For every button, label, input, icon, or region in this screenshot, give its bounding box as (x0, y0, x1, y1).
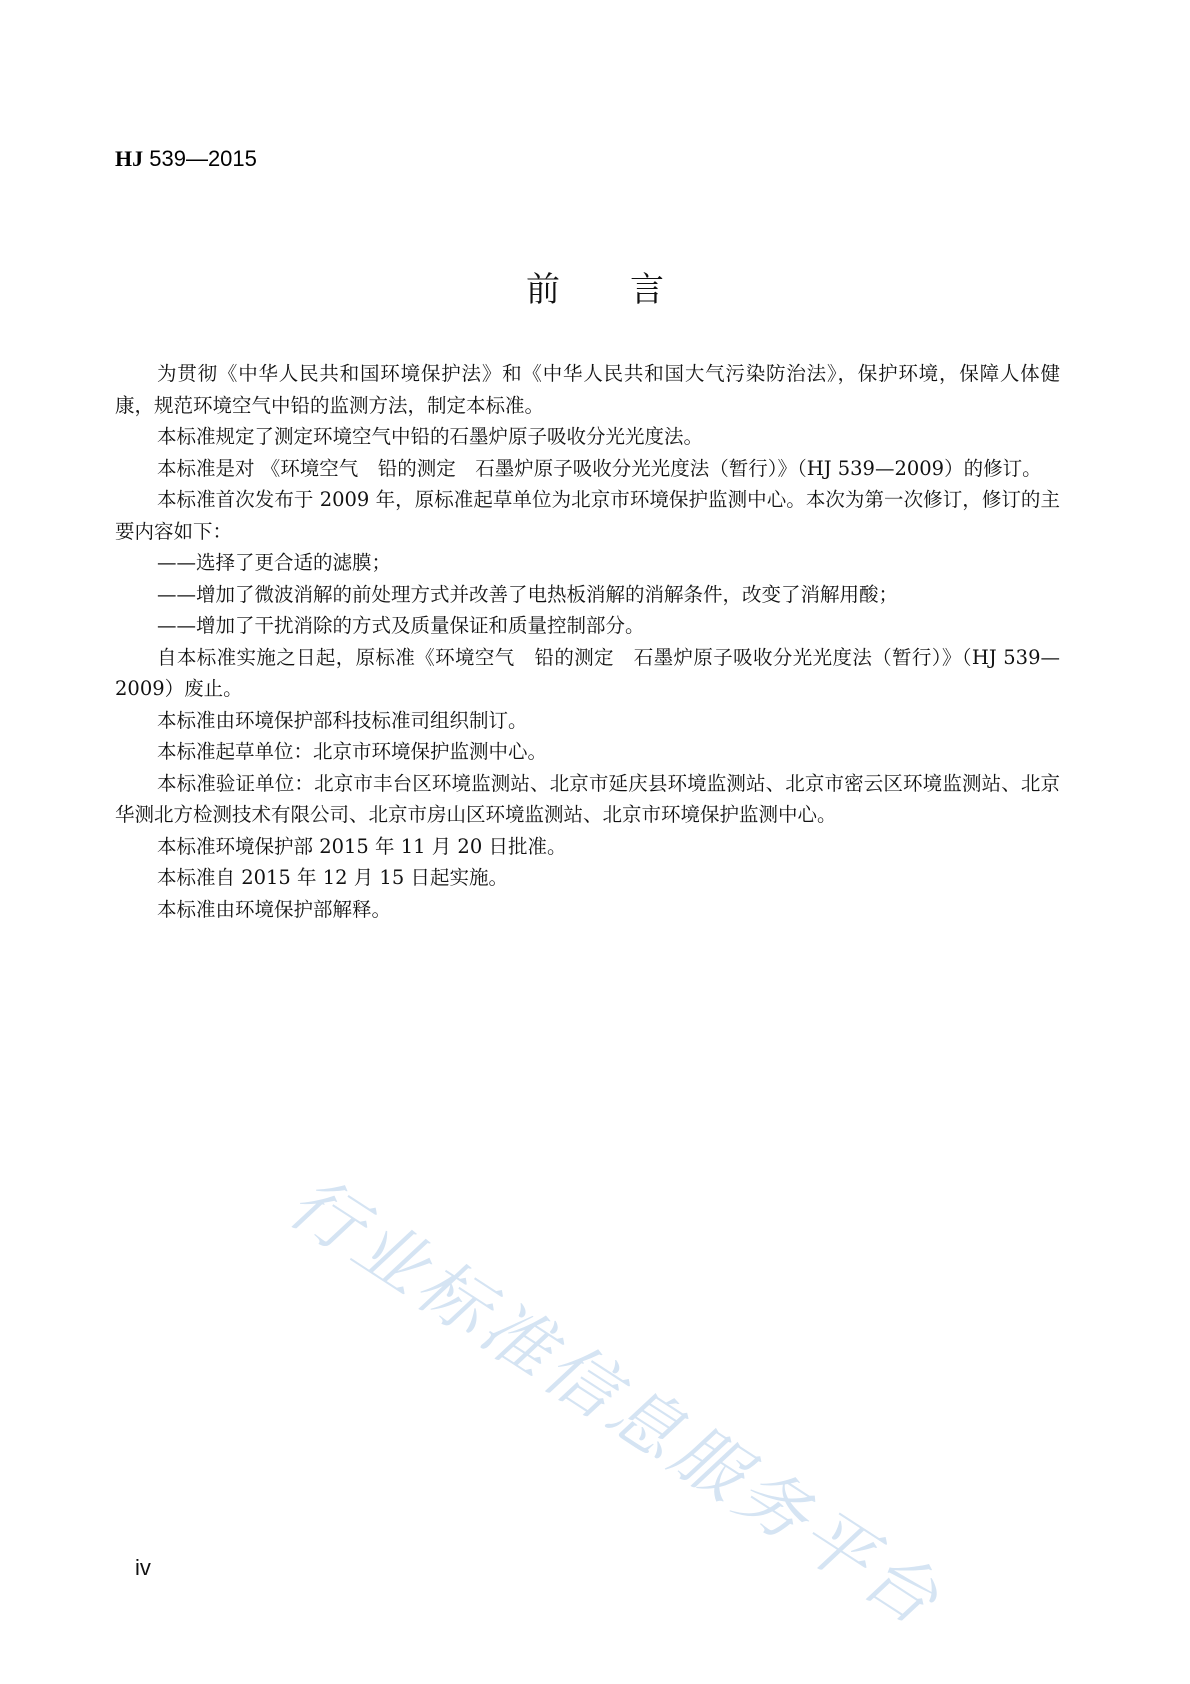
paragraph: 自本标准实施之日起，原标准《环境空气 铅的测定 石墨炉原子吸收分光光度法（暂行）》（HJ 539—2009）废止。 (115, 645, 1060, 700)
paragraph: 本标准是对 《环境空气 铅的测定 石墨炉原子吸收分光光度法（暂行）》（HJ 539—2009）的修订。 (157, 456, 1042, 480)
paragraph: 本标准验证单位：北京市丰台区环境监测站、北京市延庆县环境监测站、北京市密云区环境监测站、北京华测北方检测技术有限公司、北京市房山区环境监测站、北京市环境保护监测中心。 (115, 771, 1060, 826)
paragraph: 本标准规定了测定环境空气中铅的石墨炉原子吸收分光光度法。 (157, 425, 704, 448)
paragraph: 本标准首次发布于 2009 年，原标准起草单位为北京市环境保护监测中心。本次为第一次修订，修订的主要内容如下： (115, 488, 1060, 543)
paragraph: 本标准由环境保护部解释。 (157, 897, 392, 921)
document-code-prefix: HJ (115, 146, 144, 171)
list-item: ——选择了更合适的滤膜； (157, 551, 392, 574)
document-code (115, 146, 257, 172)
paragraph: 本标准自 2015 年 12 月 15 日起实施。 (157, 866, 508, 889)
paragraph: 为贯彻《中华人民共和国环境保护法》和《中华人民共和国大气污染防治法》，保护环境，保障人体健康，规范环境空气中铅的监测方法，制定本标准。 (115, 362, 1060, 417)
list-item: ——增加了微波消解的前处理方式并改善了电热板消解的消解条件，改变了消解用酸； (157, 582, 899, 606)
document-code-number: 539—2015 (143, 146, 257, 171)
foreword-body (115, 358, 1060, 925)
watermark: 行业标准信息服务平台 (274, 1160, 957, 1644)
paragraph: 本标准由环境保护部科技标准司组织制订。 (157, 708, 528, 732)
paragraph: 本标准起草单位：北京市环境保护监测中心。 (157, 740, 548, 763)
page-title: 前言 (526, 270, 734, 310)
page-number: iv (135, 1555, 151, 1580)
list-item: ——增加了干扰消除的方式及质量保证和质量控制部分。 (157, 614, 645, 637)
paragraph: 本标准环境保护部 2015 年 11 月 20 日批准。 (157, 834, 567, 858)
